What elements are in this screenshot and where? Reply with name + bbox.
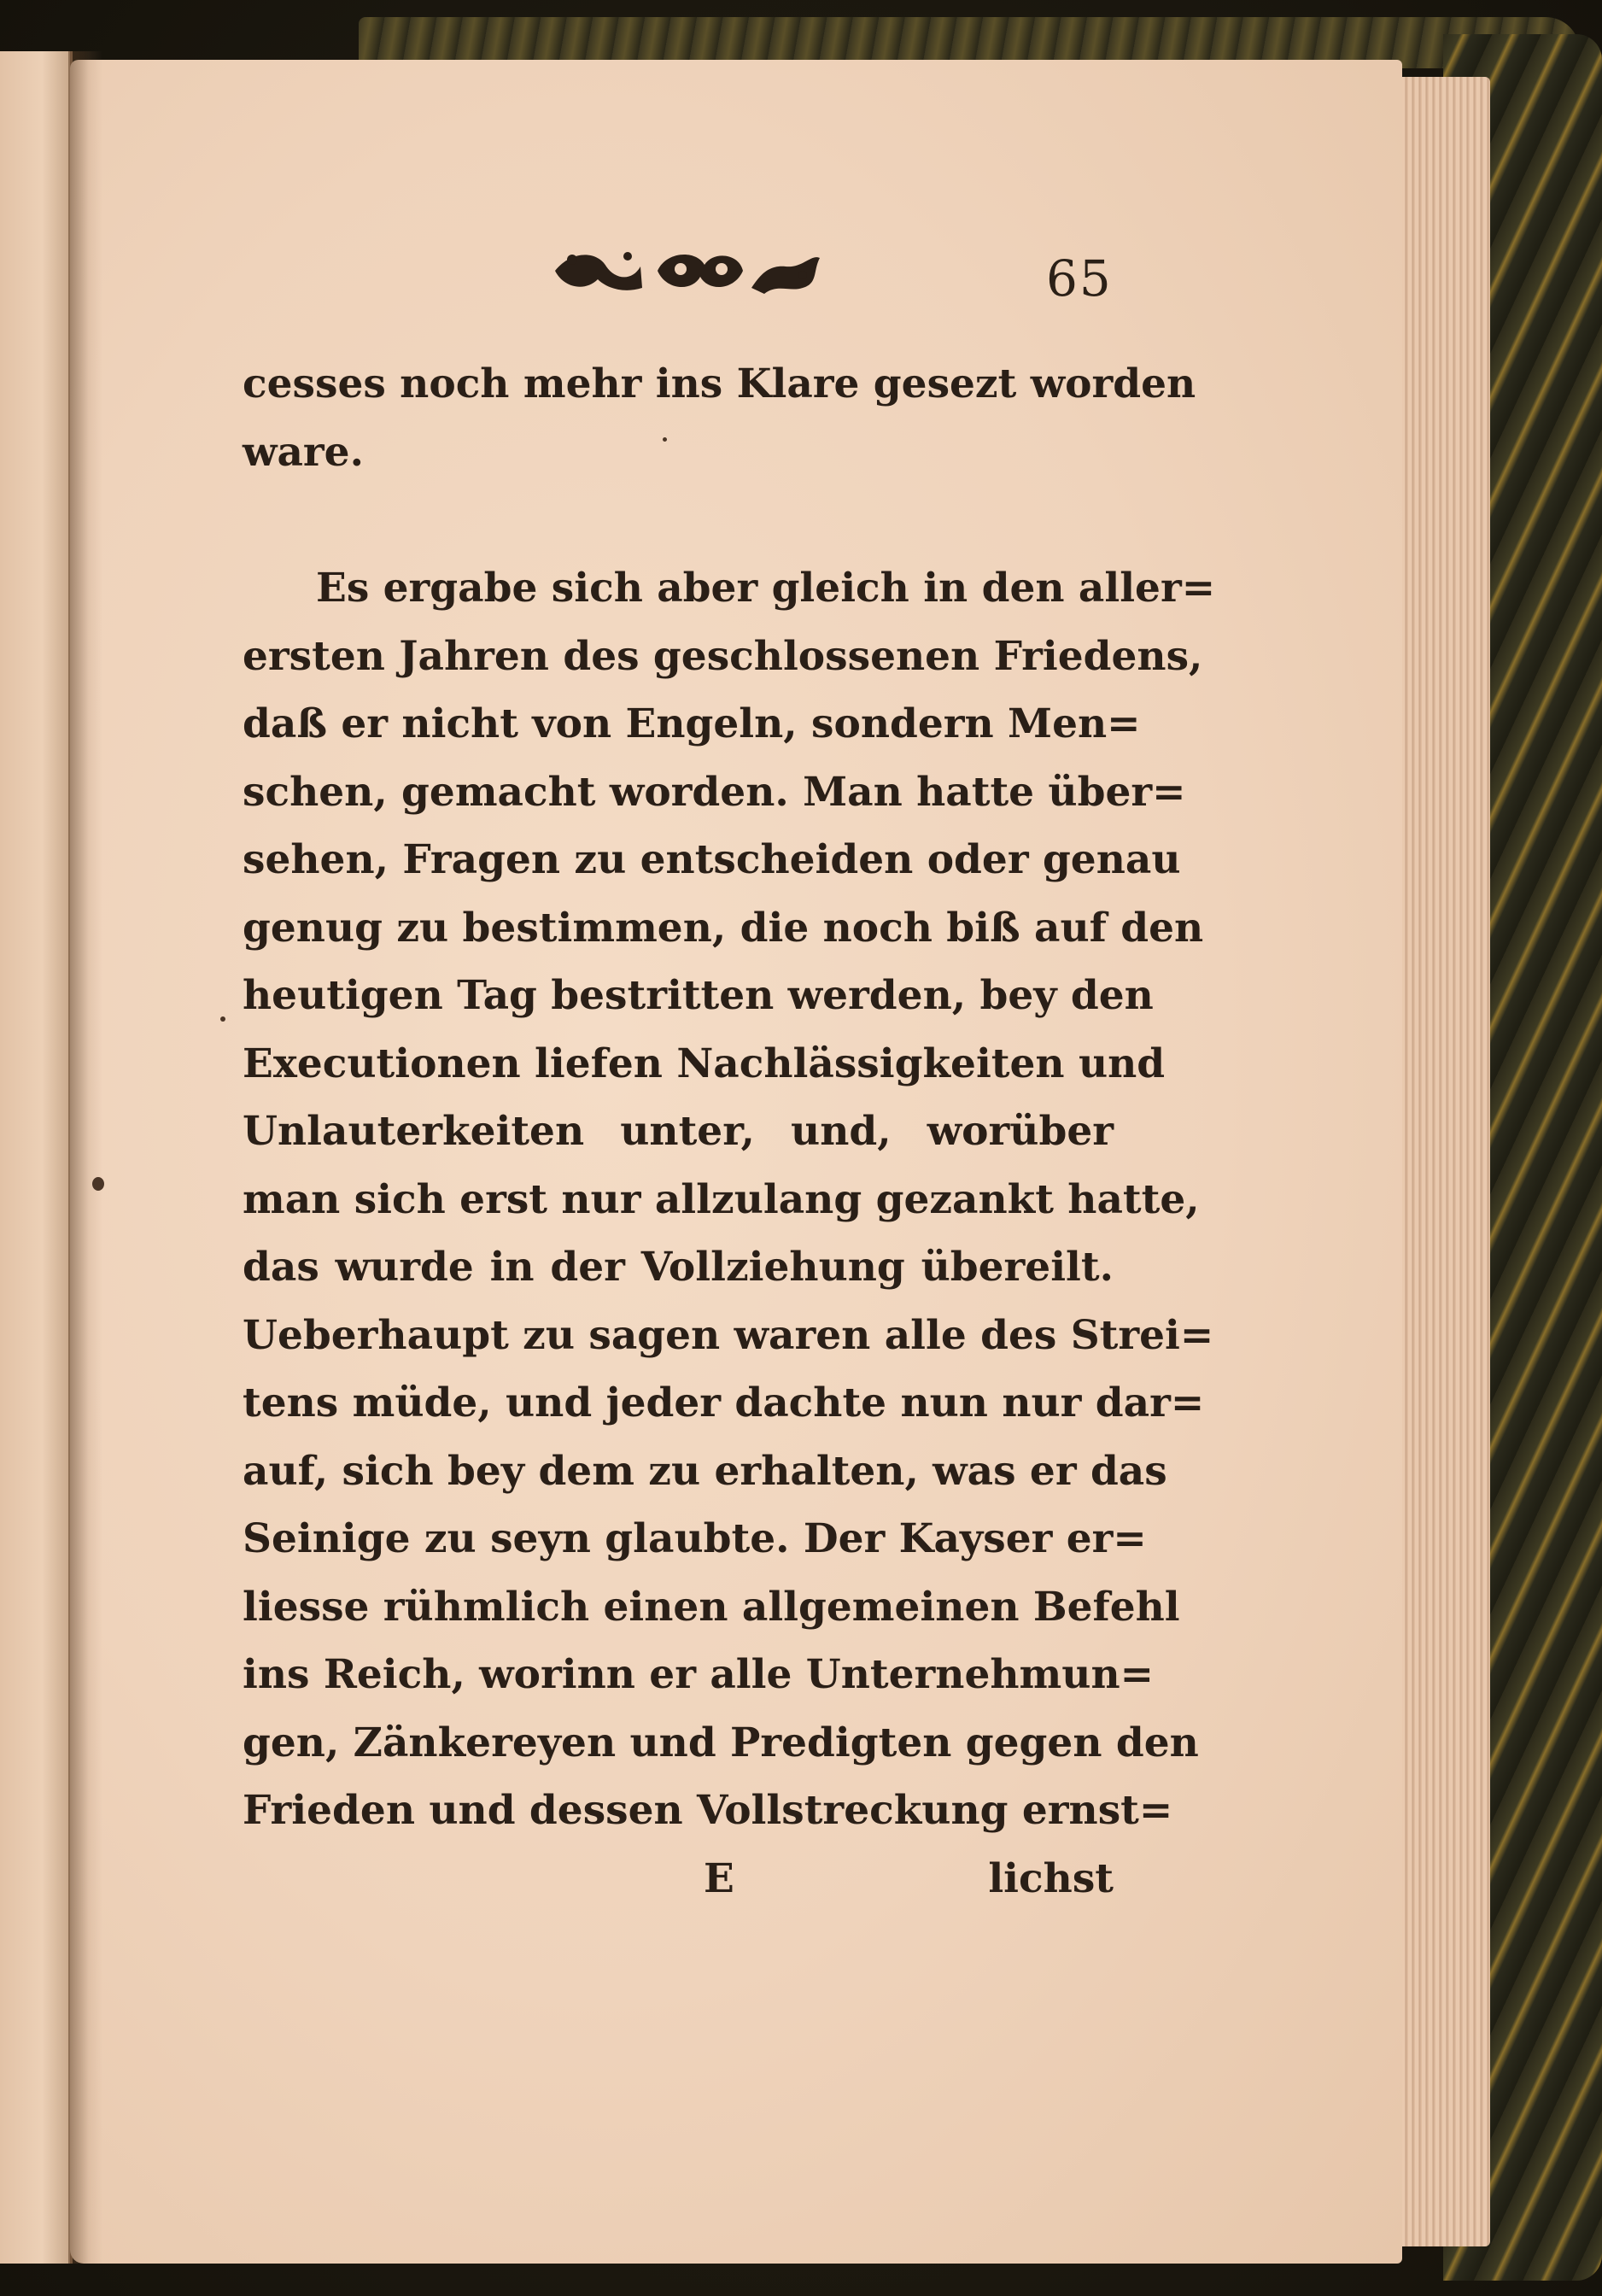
text-line: man sich erst nur allzulang gezankt hatte, xyxy=(243,1175,1200,1223)
text-line: Unlauterkeiten unter, und, worüber xyxy=(243,1108,1114,1155)
text-line: auf, sich bey dem zu erhalten, was er das xyxy=(243,1447,1167,1495)
text-line: das wurde in der Vollziehung übereilt. xyxy=(243,1244,1114,1291)
paper-speck xyxy=(220,1016,225,1022)
text-line: schen, gemacht worden. Man hatte über= xyxy=(243,768,1186,816)
text-line: daß er nicht von Engeln, sondern Men= xyxy=(243,700,1141,747)
page-fore-edge xyxy=(1388,77,1490,2246)
text-line: liesse rühmlich einen allgemeinen Befehl xyxy=(243,1583,1180,1631)
text-line: gen, Zänkereyen und Predigten gegen den xyxy=(243,1719,1199,1766)
paragraph-gap xyxy=(243,486,1114,554)
text-line: Es ergabe sich aber gleich in den aller= xyxy=(316,565,1216,612)
text-line: genug zu bestimmen, die noch biß auf den xyxy=(243,904,1204,952)
text-line: ersten Jahren des geschlossenen Friedens, xyxy=(243,632,1203,680)
paper-speck xyxy=(92,1177,104,1191)
text-line: ins Reich, worinn er alle Unternehmun= xyxy=(243,1651,1155,1698)
catchword: lichst xyxy=(988,1854,1114,1902)
facing-page-edge xyxy=(0,51,73,2264)
text-line: heutigen Tag bestritten werden, bey den xyxy=(243,972,1154,1019)
text-line: ware. xyxy=(243,428,364,476)
gutter-shadow xyxy=(68,51,102,2264)
text-line: Seinige zu seyn glaubte. Der Kayser er= xyxy=(243,1515,1147,1562)
text-line: sehen, Fragen zu entscheiden oder genau xyxy=(243,836,1181,883)
signature-mark: E xyxy=(704,1854,734,1902)
text-line: Frieden und dessen Vollstreckung ernst= xyxy=(243,1787,1173,1834)
page-footer xyxy=(243,1845,1114,1913)
body-text xyxy=(243,350,1216,1912)
paper-speck xyxy=(663,437,667,442)
text-line: Ueberhaupt zu sagen waren alle des Strei= xyxy=(243,1311,1214,1359)
text-line: tens müde, und jeder dachte nun nur dar= xyxy=(243,1379,1205,1426)
fleuron-ornament-icon xyxy=(547,241,828,301)
page-header xyxy=(547,241,1127,318)
text-line: Executionen liefen Nachlässigkeiten und xyxy=(243,1040,1166,1087)
text-line: cesses noch mehr ins Klare gesezt worden xyxy=(243,360,1196,407)
page-number: 65 xyxy=(1046,249,1113,308)
